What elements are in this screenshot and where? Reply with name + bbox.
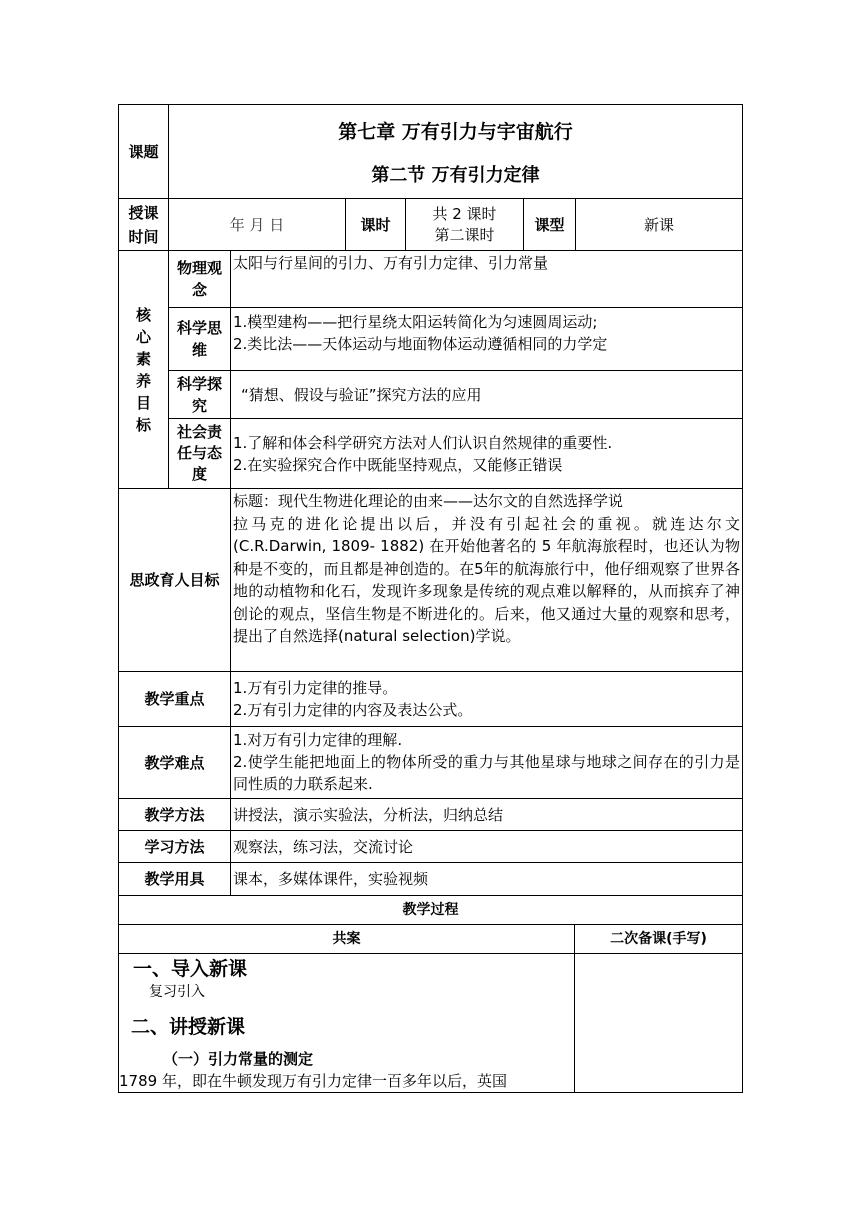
time-label: 授课 时间 [119,199,169,251]
shared-plan-header: 共案 [119,925,575,954]
topic-label: 课题 [119,105,169,199]
core-row-inquiry [119,371,743,419]
process-table [118,895,743,1093]
chapter-title: 第七章 万有引力与宇宙航行 [338,120,573,143]
key-points-label: 教学重点 [119,672,231,727]
process-header-row [119,925,743,954]
teaching-tools-label: 教学用具 [119,863,231,896]
teaching-method-row [119,799,743,831]
responsibility-label: 社会责任与态度 [169,419,231,489]
ideology-body: 拉马克的进化论提出以后，并没有引起社会的重视。就连达尔文(C.R.Darwin, 1809- 1882) 在开始他著名的 5 年航海旅程时，也还认为物种是不变的，而且都是神创造的。在5年的航海旅行中，他仔细观察了世界各地的动植物和化石，发现许多现象是传统的观点难以解释的，从而摈弃了神创论的观点，坚信生物是不断进化的。后来，他又通过大量的观察和思考，提出了自然选择(natural selection)学说。 [233,514,740,645]
learning-method-label: 学习方法 [119,831,231,863]
date-field: 年 月 日 [169,199,346,251]
science-inquiry-value: “猜想、假设与验证”探究方法的应用 [231,371,743,419]
process-title-row [119,896,743,925]
learning-method-value: 观察法，练习法，交流讨论 [231,831,743,863]
key-points-value: 1.万有引力定律的推导。 2.万有引力定律的内容及表达公式。 [231,672,743,727]
section-title: 第二节 万有引力定律 [371,164,540,186]
learning-method-row [119,831,743,863]
teaching-method-label: 教学方法 [119,799,231,831]
hours-label: 课时 [346,199,406,251]
process-content-row [119,954,743,1093]
core-row-thinking [119,308,743,371]
science-thinking-value: 1.模型建构——把行星绕太阳运转简化为匀速圆周运动; 2.类比法——天体运动与地面物体运动遵循相同的力学定 [231,308,743,371]
ideology-heading: 标题：现代生物进化理论的由来——达尔文的自然选择学说 [233,492,624,510]
topic-row [119,105,743,199]
science-thinking-label: 科学思维 [169,308,231,371]
handwritten-notes-area[interactable] [575,954,743,1093]
shared-plan-content [119,954,575,1093]
ideology-label: 思政育人目标 [119,489,231,672]
key-points-row [119,672,743,727]
teaching-method-value: 讲授法，演示实验法，分析法，归纳总结 [231,799,743,831]
section-import-sub: 复习引入 [149,984,205,1000]
type-value: 新课 [576,199,743,251]
science-inquiry-label: 科学探究 [169,371,231,419]
schedule-row [119,199,743,251]
ideology-content [231,489,743,672]
paragraph-intro: 1789 年，即在牛顿发现万有引力定律一百多年以后，英国 [119,1072,507,1090]
lesson-plan-table [118,104,743,896]
lesson-plan-page [118,104,742,1093]
difficulties-label: 教学难点 [119,727,231,799]
section-import: 一、导入新课 [133,958,248,980]
core-row-physics [119,251,743,308]
core-row-responsibility [119,419,743,489]
section-teaching: 二、讲授新课 [131,1016,246,1038]
process-title: 教学过程 [119,896,743,925]
hours-value: 共 2 课时 第二课时 [406,199,524,251]
teaching-tools-value: 课本，多媒体课件，实验视频 [231,863,743,896]
physics-concept-value: 太阳与行星间的引力、万有引力定律、引力常量 [231,251,743,308]
responsibility-value: 1.了解和体会科学研究方法对人们认识自然规律的重要性. 2.在实验探究合作中既能坚持观点，又能修正错误 [231,419,743,489]
type-label: 课型 [524,199,576,251]
physics-concept-label: 物理观念 [169,251,231,308]
difficulties-row [119,727,743,799]
ideology-row [119,489,743,672]
subsection-gravity-constant: （一）引力常量的测定 [163,1050,314,1068]
core-goals-label: 核 心 素 养 目 标 [119,251,169,489]
teaching-tools-row [119,863,743,896]
difficulties-value: 1.对万有引力定律的理解. 2.使学生能把地面上的物体所受的重力与其他星球与地球之间存在的引力是同性质的力联系起来. [231,727,743,799]
topic-cell [169,105,743,199]
secondary-plan-header: 二次备课(手写) [575,925,743,954]
